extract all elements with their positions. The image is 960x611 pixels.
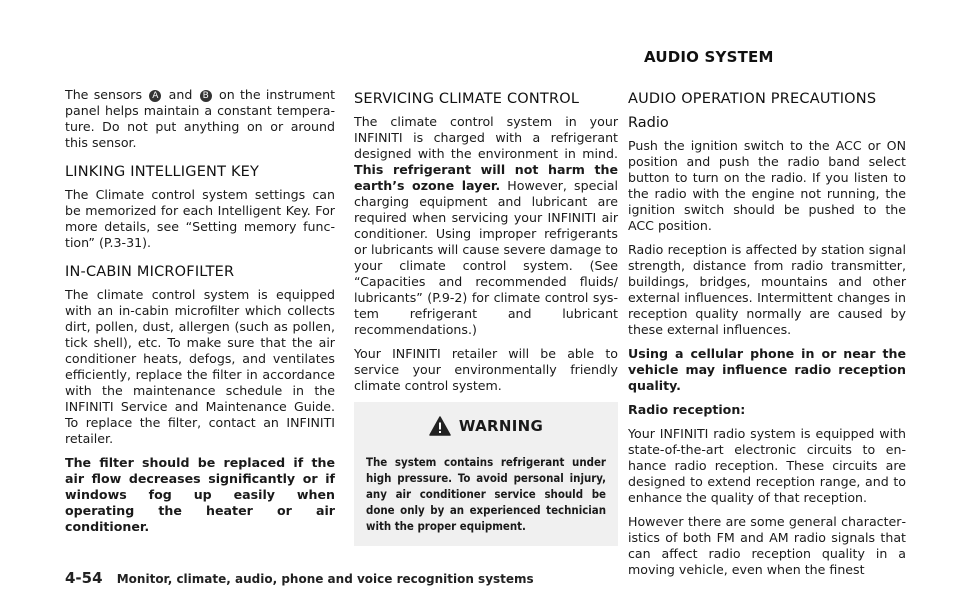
servicing-text-bold: This refrigerant will not harm the earth’s ozone layer. <box>354 162 618 193</box>
filter-bold-paragraph <box>65 455 335 535</box>
sensor-text-post: on the instrument panel helps maintain a constant temperature. Do not put anything on or around this sensor. <box>65 87 336 150</box>
warning-title: WARNING <box>458 417 544 435</box>
reception-label: Radio reception: <box>628 402 746 417</box>
filter-bold-text: The filter should be replaced if the air flow decreases significantly or if windows fog up easily when operating the heater or air conditioner. <box>65 455 335 534</box>
badge-b-icon: B <box>200 90 212 102</box>
column-left <box>65 87 335 543</box>
radio-paragraph-1: Push the ignition switch to the ACC or ON position and push the radio band select button to turn on the radio. If you listen to the radio with the engine not running, the ignition switch should be pushed to the ACC position. <box>628 138 906 233</box>
linking-paragraph: The Climate control system settings can be memorized for each Intelligent Key. For more details, see “Setting memory function” (P.3-31). <box>65 187 335 250</box>
servicing-heading: SERVICING CLIMATE CONTROL <box>354 91 580 107</box>
filter-paragraph: The climate control system is equipped with an in-cabin microfilter which collects dirt, pollen, dust, allergen (such as pollen, tick shell), etc. To make sure that the air conditioner heats, defogs, and ventilates efficiently, replace the filter in accordance with the maintenance schedule in the INFINITI Service and Maintenance Guide. To replace the filter, contact an INFINITI retailer. <box>65 287 335 446</box>
warning-header <box>366 416 606 436</box>
chapter-title: Monitor, climate, audio, phone and voice recognition systems <box>116 572 534 586</box>
servicing-text-pre: The climate control system in your INFINITI is charged with a refrigerant designed with the environment in mind. <box>354 114 618 161</box>
radio-paragraph-2: Radio reception is affected by station signal strength, distance from radio transmitter, buildings, bridges, mountains and other external influences. Intermittent changes in reception quality normally are caused by these external influences. <box>628 242 906 337</box>
linking-heading: LINKING INTELLIGENT KEY <box>65 164 260 180</box>
precautions-heading: AUDIO OPERATION PRECAUTIONS <box>628 91 877 107</box>
warning-triangle-icon <box>429 416 451 436</box>
radio-bold-text: Using a cellular phone in or near the vehicle may influence radio reception quality. <box>628 346 906 393</box>
page-number: 4-54 <box>65 569 103 587</box>
retailer-paragraph: Your INFINITI retailer will be able to service your environmentally friendly climate control system. <box>354 346 618 393</box>
column-middle <box>354 87 618 546</box>
reception-paragraph-2: However there are some general characteristics of both FM and AM radio signals that can affect radio reception quality in a moving vehicle, even when the finest <box>628 514 906 577</box>
sensor-text-pre: The sensors <box>65 87 143 102</box>
servicing-paragraph <box>354 114 618 338</box>
reception-label-paragraph <box>628 402 906 418</box>
column-right <box>628 87 906 586</box>
sensor-paragraph <box>65 87 335 151</box>
section-title: AUDIO SYSTEM <box>644 48 774 66</box>
radio-heading: Radio <box>628 115 669 131</box>
radio-bold-paragraph <box>628 346 906 394</box>
warning-box <box>354 402 618 546</box>
sensor-text-mid: and <box>168 87 193 102</box>
page-footer <box>65 569 534 587</box>
badge-a-icon: A <box>149 90 161 102</box>
reception-paragraph-1: Your INFINITI radio system is equipped with state-of-the-art electronic circuits to enhance radio reception. These circuits are designed to extend reception range, and to enhance the quality of that reception. <box>628 426 906 505</box>
servicing-text-post: However, special charging equipment and lubricant are required when servicing your INFINITI air conditioner. Using improper refrigerants or lubricants will cause severe damage to your climate control system. (See “Capacities and recommended fluids/ lubricants” (P.9-2) for climate control system refrigerant and lubricant recommendations.) <box>354 178 618 337</box>
warning-text: The system contains refrigerant under high pressure. To avoid personal injury, any air conditioner service should be done only by an experienced technician with the proper equipment. <box>366 455 606 533</box>
filter-heading: IN-CABIN MICROFILTER <box>65 264 235 280</box>
